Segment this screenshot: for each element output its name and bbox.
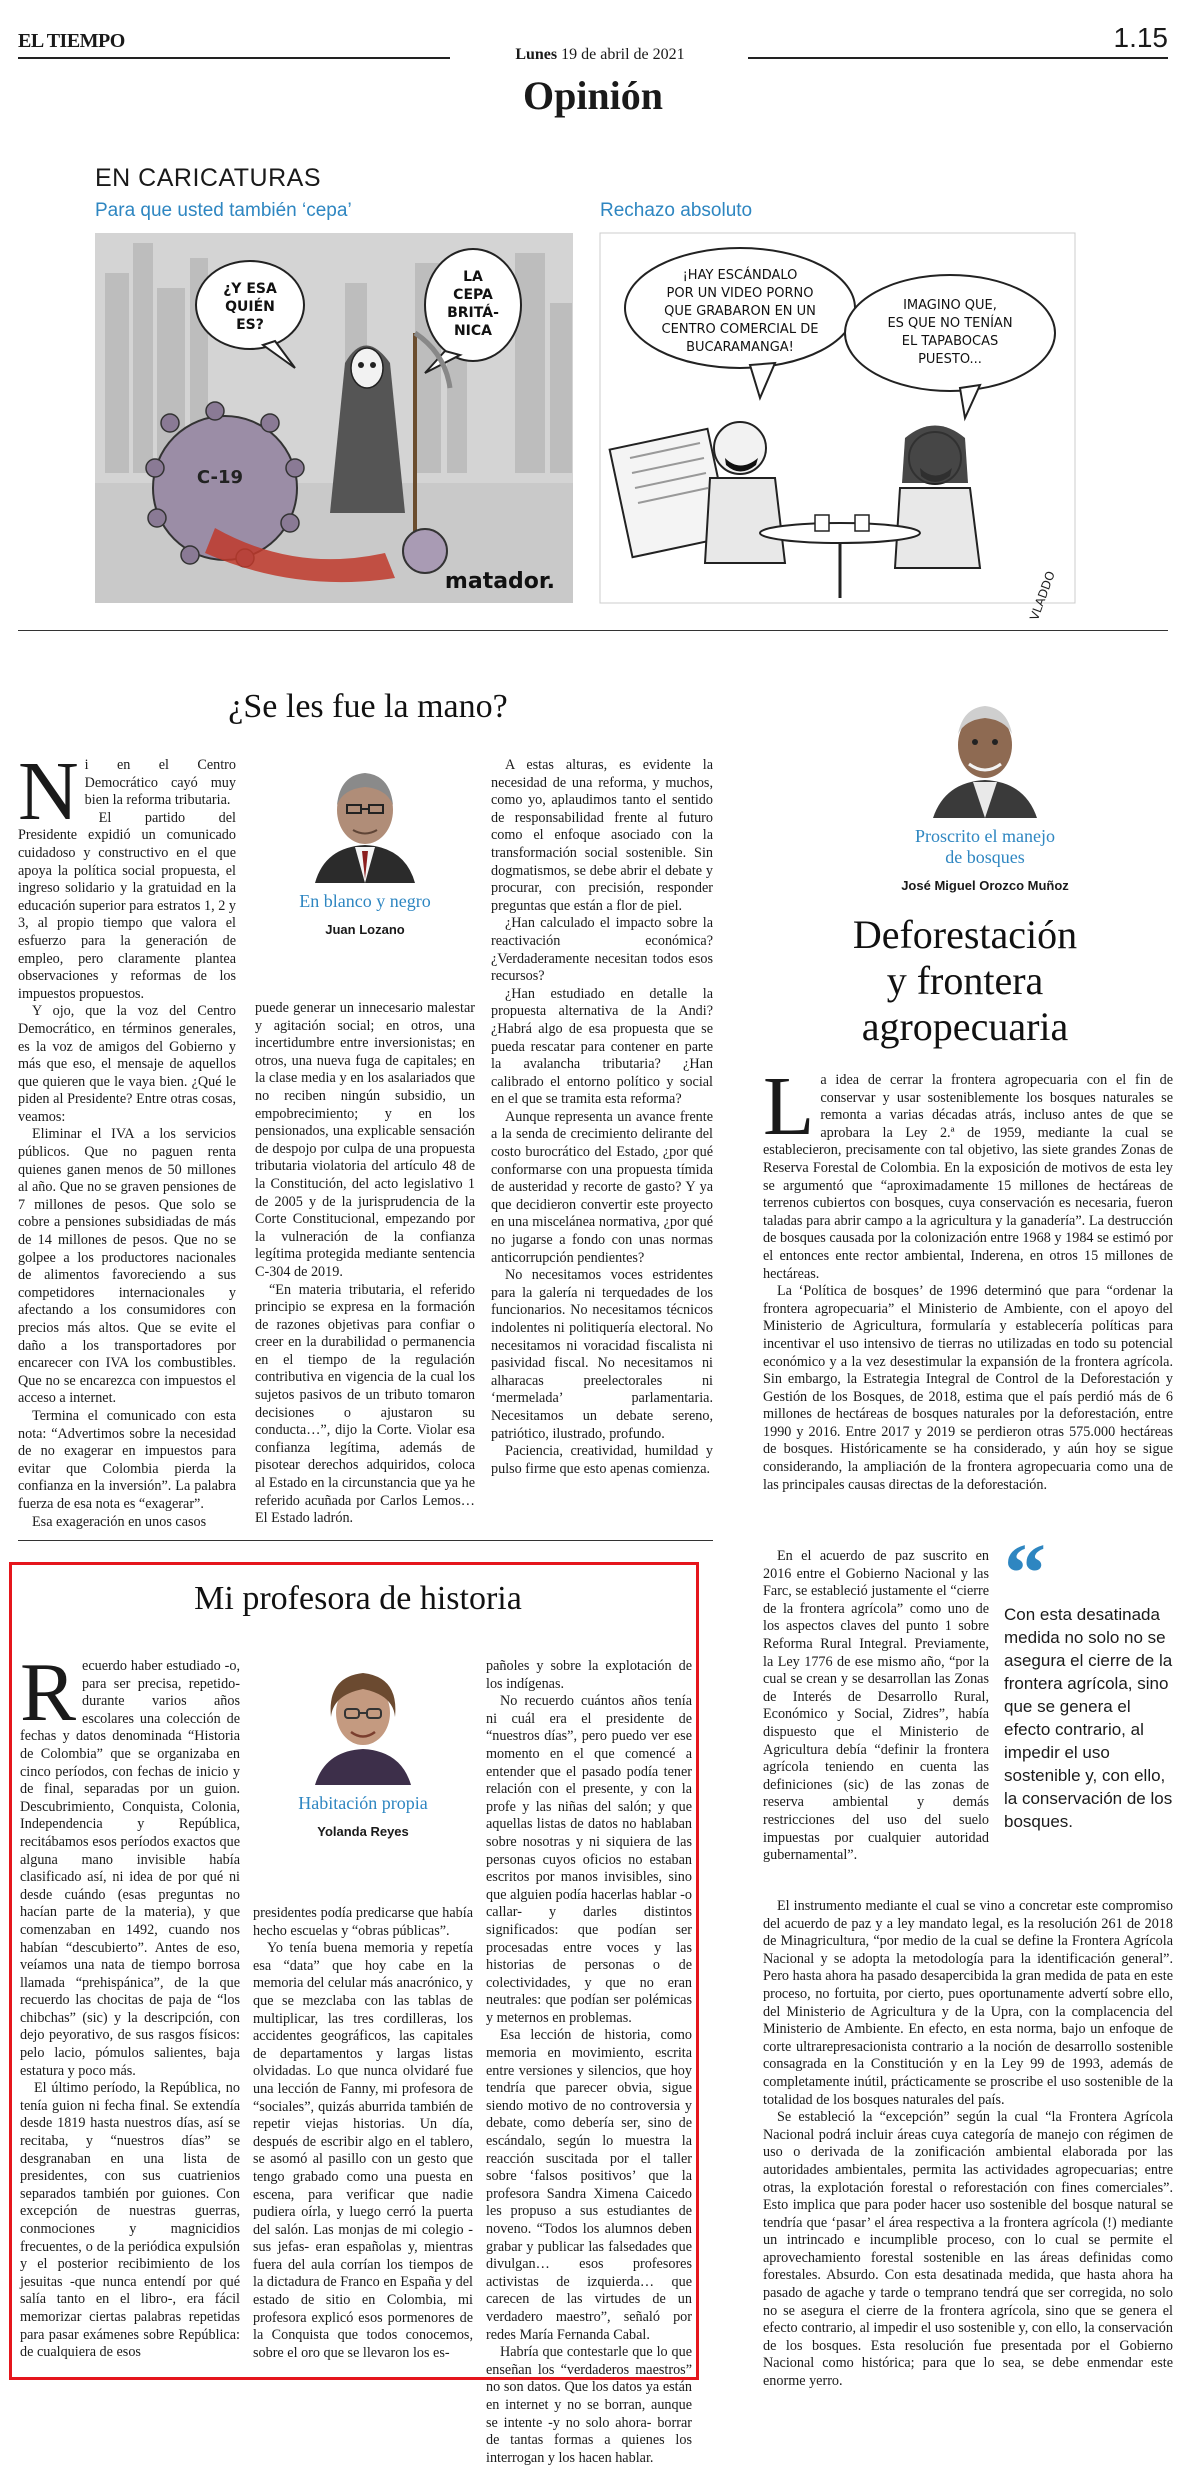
- article-one-paragraph: El partido del Presidente expidió un comunicado cuidadoso y constructivo en el que apoya la política social propuesta, el ingreso solidario y la gratuidad en la educación superior para estratos 1, 2 y 3, al propio tiempo que valora el esfuerzo para la generación de empleo, pero claramente plantea observaciones y reformas de los impuestos propuestos.: [18, 809, 236, 1002]
- author-photo-jose-miguel-orozco: [925, 690, 1045, 818]
- cartoon-two-title: Rechazo absoluto: [600, 200, 753, 221]
- article-three-pullquote-text: Con esta desatinada medida no solo no se asegura el cierre de la frontera agrícola, sino que se genera el efecto contrario, al impedir el uso sostenible y, con ello, la conservación de los bosques.: [1004, 1605, 1173, 1831]
- cartoon-one-bubble-right-line2: CEPA: [453, 287, 493, 303]
- article-two-paragraph: presidentes podía predicarse que había hecho escuelas y “obras públicas”.: [253, 1905, 473, 1939]
- article-two-paragraph: El último período, la República, no tenía guion ni fecha final. Se extendía desde 1819 hasta nuestros días, así se recitaba, y “nuestros días” se desgranaban en una lista de presidentes, con sus cuatrienios separados también por guiones. Con excepción de nuestras guerras, conmociones y magnicidios frecuentes, o de la periódica expulsión y el posterior recibimiento de los jesuitas -que nunca entendí por qué salía tanto en el libro-, era fácil memorizar ciertas palabras repetidas para pasar exámenes sobre República: de cualquiera de esos: [20, 2080, 240, 2361]
- article-three-column-name-line2: de bosques: [945, 847, 1025, 867]
- cartoon-two-signature: VLADDO: [1027, 569, 1058, 623]
- article-one-paragraph: Esa exageración en unos casos: [32, 1513, 207, 1530]
- issue-date-day: Lunes: [515, 46, 558, 63]
- article-two-paragraph: pañoles y sobre la explotación de los indígenas.: [486, 1658, 692, 1692]
- cartoon-one-bubble-right-line1: LA: [463, 269, 483, 285]
- article-three-paragraph: El instrumento mediante el cual se vino a concretar este compromiso del acuerdo de paz y a ley mandato legal, es la resolución 261 de 2018 de Minagricultura, “por medio de la cual se define la Frontera Agrícola Nacional y se adopta la metodología para la identificación general”. Pero hasta ahora ha pasado desapercibida la gran medida de pata en este proceso, no fortuita, por cierto, pues oportunamente advertí sobre ello, del Ministerio de Agricultura y de la Upra, con la complacencia del Ministerio de Ambiente. En efecto, en esta norma, bajo un enfoque de corte ultrarepresacionista contrario a la noción de desarrollo sostenible consagrada en la Constitución y en la Ley 99 de 1993, además de completamente inútil, prácticamente se proscribe el uso sostenible de la totalidad de los bosques naturales del país.: [763, 1898, 1173, 2108]
- page-number: 1.15: [1113, 22, 1168, 53]
- article-one-column-1: [18, 745, 236, 1531]
- article-one-paragraph: ¿Han calculado el impacto sobre la reactivación económica? ¿Verdaderamente necesitan todos esos recursos?: [491, 915, 713, 985]
- cartoon-two-bubble-right-line2: ES QUE NO TENÍAN: [887, 316, 1013, 331]
- article-one-paragraph: Paciencia, creatividad, humildad y pulso firme que esto apenas comienza.: [491, 1443, 713, 1477]
- article-three-author: José Miguel Orozco Muñoz: [901, 878, 1069, 893]
- author-photo-juan-lozano: [305, 755, 425, 883]
- author-photo-yolanda-reyes: [303, 1655, 423, 1785]
- cartoon-two-bubble-right-line3: EL TAPABOCAS: [901, 334, 999, 349]
- article-two-author-box: [253, 1655, 473, 1839]
- article-three-author-box: [860, 690, 1110, 893]
- section-divider: [18, 630, 1168, 631]
- article-two-column-name: Habitación propia: [298, 1793, 428, 1813]
- article-one-paragraph: Aunque representa un avance frente a la senda de crecimiento delirante del costo burocrático del Estado, ¿por qué conformarse con una propuesta tímida de austeridad y recorte de gasto? Y ya que decidieron convertir este proyecto en una miscelánea normativa, ¿por qué no jugarse a fondo con unas normas anticorrupción pendientes?: [491, 1108, 713, 1266]
- article-three-title: [765, 912, 1165, 1050]
- article-three-title-line1: Deforestación: [852, 912, 1078, 957]
- cartoon-one-title: Para que usted también ‘cepa’: [95, 200, 352, 221]
- cartoon-two-bubble-right-line1: IMAGINO QUE,: [903, 298, 997, 313]
- section-title: Opinión: [522, 73, 664, 118]
- article-three-paragraph: a idea de cerrar la frontera agropecuaria con el fin de conservar y usar sosteniblemente los bosques naturales se remonta a varias décadas atrás, incluso antes de que se aprobara la Ley 2.ª de 1959, mediante la cual se establecieron, precisamente con tal objetivo, las siete grandes Zonas de Reserva Forestal de Colombia. En la exposición de motivos de esta ley se argumentó que “aproximadamente 15 millones de hectáreas de terrenos cubiertos con bosques, cuya conservación es necesaria, fueron taladas para abrir campo a la agricultura y la ganadería”. La destrucción de bosques causada por la colonización entre 1968 y 1984 se estimó por el entonces ente rector ambiental, Inderena, en otros 15 millones de hectáreas.: [763, 1072, 1173, 1282]
- article-two-column-2: [253, 1905, 473, 2362]
- article-one-author-box: [255, 755, 475, 937]
- article-one-paragraph: Eliminar el IVA a los servicios públicos. Que no paguen renta quienes ganen menos de 50 millones al año. Que no se graven pensiones de 7 millones de pesos. Que solo se cobre a pensiones subsidiadas de más de 14 millones de pesos. Que no se golpee a los productores nacionales de alimentos favoreciendo a sus competidores internacionales y afectando a los consumidores con precios más altos. Que se evite el daño a los transportadores por encarecer con IVA los combustibles. Que no se encarezca con impuestos el acceso a internet.: [18, 1126, 236, 1407]
- cartoon-two-bubble-left-line2: POR UN VIDEO PORNO: [666, 286, 814, 301]
- article-one-column-2: [255, 1000, 475, 1528]
- cartoon-one-bubble-right-line3: BRITÁ-: [447, 305, 499, 321]
- article-one-author: Juan Lozano: [325, 922, 405, 937]
- article-three-title-line3: agropecuaria: [861, 1004, 1069, 1049]
- article-one-column-3: [491, 757, 713, 1478]
- cartoon-two-bubble-left-line4: CENTRO COMERCIAL DE: [661, 322, 819, 337]
- cartoon-two-bubble-left-line5: BUCARAMANGA!: [686, 340, 794, 355]
- article-two-dropcap: R: [20, 1646, 77, 1739]
- article-one-title: ¿Se les fue la mano?: [228, 688, 508, 725]
- cartoon-one-bubble-left-line1: ¿Y ESA: [223, 281, 277, 297]
- article-one-paragraph: No necesitamos voces estridentes para la galería ni terquedades de los funcionarios. No necesitamos técnicos indolentes ni politiquería electoral. No necesitamos ni voracidad fiscalista ni pasividad fiscal. No necesitamos ni alharacas preelectorales ni ‘mermelada’ parlamentaria. Necesitamos un debate sereno, patriótico, ilustrado, profundo.: [491, 1267, 713, 1442]
- article-two-paragraph: Habría que contestarle que lo que enseñan los “verdaderos maestros” no son datos. Que los datos ya están en internet y no se borran, aunque se intente -y no solo ahora- borrar de tantas formas a quienes los interrogan y los hacen hablar.: [486, 2344, 692, 2466]
- article-three-paragraph: La ‘Política de bosques’ de 1996 determinó que para “ordenar la frontera agropecuaria” el Ministerio de Ambiente, con el apoyo del Ministerio de Agricultura, formularía y establecería políticas para incentivar el uso intensivo de tierras no utilizadas en todo su potencial económico y a la vez desestimular la expansión de la frontera agrícola. Sin embargo, la Estrategia Integral de Control de la Deforestación y Gestión de los Bosques, de 2018, estima que el país perdió más de 6 millones de hectáreas de bosques naturales por la deforestación, entre 1990 y 2016. Entre 2017 y 2019 se perdieron otras 575.000 hectáreas de bosques. Históricamente se ha considerado, y aún hoy se sigue considerando, la ampliación de la frontera agropecuaria como una de las principales causas directas de la deforestación.: [763, 1283, 1173, 1493]
- article-two-column-1: [20, 1646, 240, 2362]
- article-divider: [18, 1540, 713, 1541]
- cartoon-vladdo: [600, 233, 1075, 623]
- article-three-title-line2: y frontera: [886, 958, 1044, 1003]
- article-two-title: Mi profesora de historia: [194, 1580, 522, 1617]
- article-three-body-bottom: [763, 1898, 1173, 2391]
- issue-date: [460, 46, 740, 64]
- header-rule-left: [18, 57, 450, 59]
- newspaper-masthead: EL TIEMPO: [18, 30, 125, 52]
- cartoon-one-signature: matador.: [444, 569, 555, 594]
- article-three-dropcap: L: [763, 1060, 815, 1153]
- cartoon-one-bubble-left-line3: ES?: [236, 317, 264, 333]
- article-one-paragraph: puede generar un innecesario malestar y agitación social; en otros, una incertidumbre entre inversionistas; en otros, una nueva fuga de capitales; en la clase media y en los asalariados que no reciben ningún subsidio, un empobrecimiento; y en los pensionados, una explicable sensación de despojo por culpa de una propuesta tributaria violatoria del artículo 48 de la Constitución, del acto legislativo 1 de 2005 y de la jurisprudencia de la Corte Constitucional, empezando por la vulneración de la confianza legítima protegida mediante sentencia C-304 de 2019.: [255, 1000, 475, 1280]
- article-three-column-name-line1: Proscrito el manejo: [915, 826, 1055, 846]
- article-two-column-3: [486, 1658, 692, 2467]
- article-one-paragraph: “En materia tributaria, el referido principio se expresa en la formación de razones objetivas para confiar o creer en la durabilidad o permanencia en el tiempo de la regulación contributiva en vigencia de la cual los sujetos pasivos de un tributo tomaron decisiones o ajustaron su conducta…”, dijo la Corte. Violar esa confianza legítima, además de pisotear derechos adquiridos, coloca al Estado en la circunstancia que ya he referido acuñada por Carlos Lemos… El Estado ladrón.: [255, 1281, 475, 1527]
- article-three-paragraph: En el acuerdo de paz suscrito en 2016 entre el Gobierno Nacional y las Farc, se estableció justamente el “cierre de la frontera agrícola” como uno de los aspectos claves del punto 1 sobre Reforma Rural Integral. Previamente, la Ley 1776 de ese mismo año, “por la cual se crean y se desarrollan las Zonas de Interés de Desarrollo Rural, Económico y Social, Zidres”, había dispuesto que el Ministerio de Agricultura debía “definir la frontera agrícola teniendo en cuenta las definiciones (sic) de las zonas de reserva ambiental y demás restricciones del uso del suelo impuestas por cualquier autoridad gubernamental”.: [763, 1548, 989, 1864]
- article-two-paragraph: Esa lección de historia, como memoria en movimiento, escrita entre versiones y silencios, que hoy tendría que parecer obvia, sigue siendo motivo de no controversia y debate, como debería ser, sino de escándalo, según lo muestra la reacción suscitada por el taller sobre ‘falsos positivos’ que la profesora Sandra Ximena Caicedo les propuso a sus estudiantes de noveno. “Todos los alumnos deben grabar y publicar las falsedades que divulgan… esos profesores activistas de izquierda… que carecen de las virtudes de un verdadero maestro”, señaló por redes María Fernanda Cabal.: [486, 2027, 692, 2343]
- article-one-paragraph: ¿Han estudiado en detalle la propuesta alternativa de la Andi? ¿Habrá algo de esa propuesta que se pueda rescatar para contener en parte la avalancha tributaria? ¿Han calibrado el entorno político y social en el que se tramita esta reforma?: [491, 985, 713, 1108]
- cartoon-one-virus-label: C-19: [196, 467, 244, 488]
- article-two-paragraph: ecuerdo haber estudiado -o, para ser precisa, repetido- durante varios años escolares una colección de fechas y datos denominada “Historia de Colombia” que se organizaba en cinco períodos, con fechas de inicio y de final, separadas por un guion. Descubrimiento, Conquista, Colonia, Independencia y República, recitábamos esos períodos exactos que alguna mano invisible había clasificado así, ni idea de por qué ni desde cuándo (esas preguntas no hacían parte de la materia), y que comenzaban en 1492, cuando nos habían “descubierto”. Antes de eso, veíamos una nata de tiempo borrosa llamada “prehispánica”, de la que recuerdo las chocitas de paja de “los chibchas” (sic) y la descripción, con dejo peyorativo, de sus rasgos físicos: pelo lacio, pómulos salientes, baja estatura y poco más.: [20, 1658, 240, 2079]
- caricatures-heading: EN CARICATURAS: [95, 164, 322, 192]
- article-one-paragraph: A estas alturas, es evidente la necesidad de una reforma, y muchos, como yo, aplaudimos tanto el sentido de responsabilidad frente al futuro como el enfoque asociado con la transformación social sostenible. Sin dogmatismos, se debe abrir el debate y procurar, con precisión, responder preguntas que están a flor de piel.: [491, 757, 713, 914]
- cartoon-two-bubble-left-line3: QUE GRABARON EN UN: [664, 304, 816, 319]
- article-one-column-name: En blanco y negro: [299, 891, 431, 911]
- article-two-paragraph: No recuerdo cuántos años tenía ni cuál era el presidente de “nuestros días”, pero puedo ver ese momento en el que comencé a entender que el pasado podía tener relación con el presente, y con la profe y las niñas del salón; y que aquellas listas de datos no hablaban sobre nosotras y ni siquiera de las personas cuyos oficios no estaban escritos por manos invisibles, sino que alguien podía hacerlas hablar -o callar- y darles distintos significados: que podían ser procesadas entre voces y las historias de personas o de colectividades, y que no eran neutrales: que podían ser polémicas y meternos en problemas.: [486, 1693, 692, 2026]
- cartoon-one-bubble-right-line4: NICA: [453, 323, 493, 339]
- cartoon-two-bubble-right-line4: PUESTO...: [918, 352, 982, 367]
- cartoon-two-bubble-left-line1: ¡HAY ESCÁNDALO: [682, 268, 798, 283]
- quote-icon: “: [1004, 1527, 1046, 1620]
- article-three-paragraph: Se estableció la “excepción” según la cual “la Frontera Agrícola Nacional podrá incluir áreas cuya categoría de manejo con régimen de uso o derivada de la zonificación ambiental elaborada por las autoridades ambientales, permita las actividades agropecuarias; entre otras, la explotación forestal o reforestación con fines comerciales”. Esto implica que para poder hacer uso sostenible del bosque natural se tendría que ‘pasar’ el área respectiva a la frontera agrícola (!) mediante un intrincado e incumplible proceso, con lo cual se permite el aprovechamiento forestal sostenible en las áreas definidas como forestales. Absurdo. Con esta desatinada medida, que hasta ahora ha pasado de agache y tarde o temprano tendrá que ser corregida, no solo no se asegura el cierre de la frontera agrícola, sino que se genera el efecto contrario, al impedir el uso sostenible y, con ello, la conservación de los bosques. Esta resolución fue presentada por el Gobierno Nacional como histórica; para que lo sea, se debe enmendar este enorme yerro.: [763, 2109, 1173, 2390]
- issue-date-rest: 19 de abril de 2021: [561, 46, 685, 63]
- cartoon-matador: [95, 233, 573, 603]
- header-rule-right: [748, 57, 1168, 59]
- article-one-dropcap: N: [18, 745, 79, 838]
- article-three-pullquote: [1004, 1527, 1174, 1833]
- article-three-body-top: [763, 1060, 1173, 1494]
- article-three-body-narrow: [763, 1548, 989, 1865]
- cartoon-one-bubble-left-line2: QUIÉN: [225, 299, 275, 315]
- article-two-author: Yolanda Reyes: [317, 1824, 409, 1839]
- article-one-paragraph: Termina el comunicado con esta nota: “Advertimos sobre la necesidad de no exagerar en impuestos para evitar que Colombia pierda la confianza en la inversión”. La palabra fuerza de esa nota es “exagerar”.: [18, 1407, 236, 1512]
- article-two-paragraph: Yo tenía buena memoria y repetía esa “data” que hoy cabe en la memoria del celular más anacrónico, y que se mezclaba con las tablas de multiplicar, las tres cordilleras, los accidentes geográficos, las capitales de departamentos y largas listas olvidadas. Lo que nunca olvidaré fue una lección de Fanny, mi profesora de “sociales”, quizás aburrida también de repetir viejas historias. Un día, después de escribir algo en el tablero, se asomó al pasillo con un gesto que tengo grabado como una puesta en escena, para verificar que nadie pudiera oírla, y luego cerró la puerta del salón. Las monjas de mi colegio -sus jefas- eran españolas y, mientras fuera del aula corrían los tiempos de la dictadura de Franco en España y del estado de sitio en Colombia, mi profesora explicó esos pormenores de la Conquista que todos conocemos, sobre el oro que se llevaron los es-: [253, 1940, 473, 2361]
- article-one-paragraph: i en el Centro Democrático cayó muy bien la reforma tributaria.: [84, 757, 236, 809]
- article-one-paragraph: Y ojo, que la voz del Centro Democrático, en términos generales, es la voz de amigos del Gobierno y más que eso, el mensaje de aquellos que quieren que le vaya bien. ¿Qué le piden al Presidente? Entre otras cosas, veamos:: [18, 1003, 236, 1125]
